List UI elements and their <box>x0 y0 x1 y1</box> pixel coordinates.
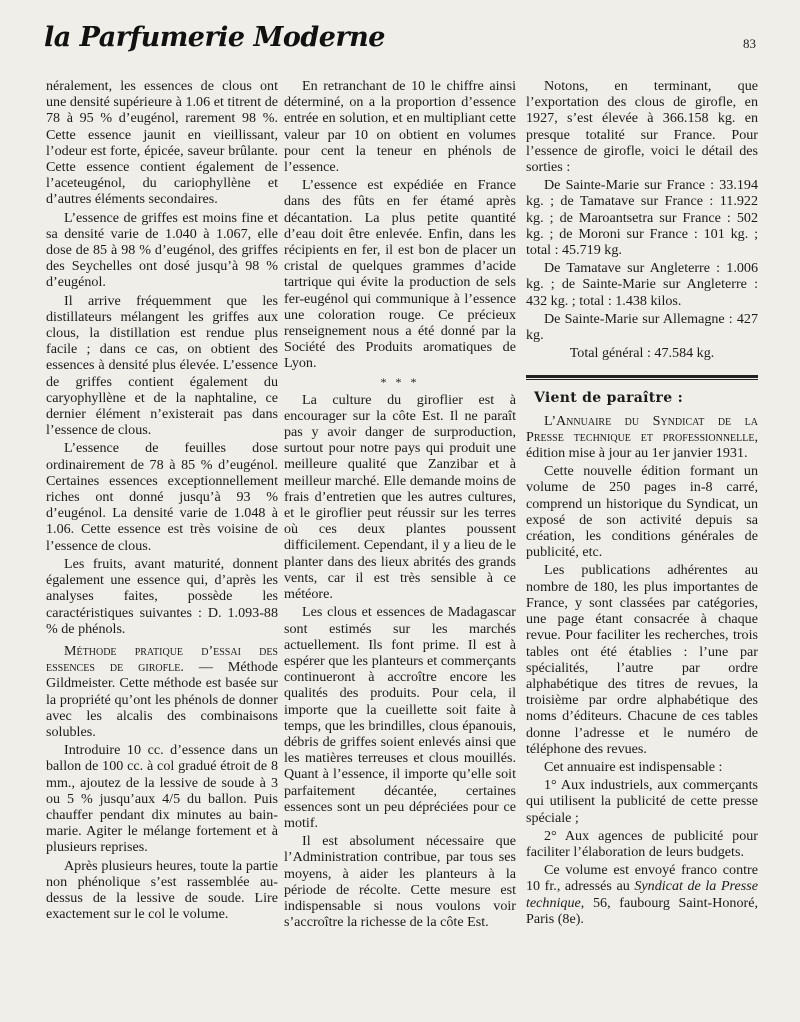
paragraph: Les fruits, avant maturité, donnent également une essence qui, d’après les analyses faites, possède les caractéristiques suivantes : D. 1.093-88 % de phénols. <box>46 555 278 637</box>
annuaire-text: édition mise à jour au 1er janvier 1931. <box>526 445 748 462</box>
divider-rule <box>526 375 758 380</box>
final-paragraph <box>526 862 758 927</box>
paragraph: Notons, en terminant, que l’exportation des clous de girofle, en 1927, s’est élevée à 366.158 kg. en presque totalité sur France. Pour l’essence de girofle, voici le détail des sorties : <box>526 78 758 176</box>
total-general: Total général : 47.584 kg. <box>569 345 715 362</box>
page-number: 83 <box>743 36 756 51</box>
paragraph: Cette nouvelle édition formant un volume de 250 pages in-8 carré, comprend un historique du Syndicat, un exposé de son activité depuis sa création, les conditions générales de publicité, etc. <box>526 463 758 561</box>
annuaire-paragraph <box>526 413 758 462</box>
paragraph: Les clous et essences de Madagascar sont estimés sur les marchés actuellement. Ils font prime. Il est à espérer que les planteurs et commerçants continueront à accroître encore les qualités des produits. Pour cela, il importe que la cueillette soit faite à temps, que les brindilles, clous épanouis, débris de griffes soient enlevés ainsi que les matières terreuses et clous mouillés. Quant à l’essence, il importe qu’elle soit parfaitement décantée, certaines essences sont un peu dépréciées pour ce motif. <box>284 604 516 831</box>
column-3 <box>526 78 758 929</box>
final-pre: Ce volume est envoyé franco contre 10 fr., adressés au <box>526 862 758 895</box>
paragraph: L’essence de griffes est moins fine et sa densité varie de 1.040 à 1.067, elle dose de 85 à 98 % d’eugénol, des griffes des Seychelles ont dosé jusqu’à 98 % d’eugénol. <box>46 209 278 291</box>
final-em: Syndicat de la Presse technique <box>526 878 758 911</box>
column-2 <box>284 78 516 932</box>
paragraph: 1° Aux industriels, aux commerçants qui utilisent la publicité de cette presse spéciale ; <box>526 777 758 826</box>
paragraph: Les publications adhérentes au nombre de 180, les plus importantes de France, y sont classées par catégories, une page étant consacrée à chaque revue. Pour faciliter les recherches, trois tables ont été établies : l’une par spécialités, l’autre par ordre alphabétique des titres de revues, la troisième par ordre alphabétique des noms d’éditeurs. Chacune de ces tables donne l’adresse et le numéro de téléphone des revues. <box>526 562 758 757</box>
methode-text: — Méthode Gildmeister. Cette méthode est basée sur la propriété qu’ont les phénols de donner avec les alcalis des combinaisons solubles. <box>46 659 278 740</box>
paragraph: De Tamatave sur Angleterre : 1.006 kg. ; de Sainte-Marie sur Angleterre : 432 kg. ; total : 1.438 kilos. <box>526 260 758 309</box>
paragraph: De Sainte-Marie sur France : 33.194 kg. ; de Tamatave sur France : 11.922 kg. ; de Maroantsetra sur France : 502 kg. ; de Moroni sur France : 101 kg. ; total : 45.719 kg. <box>526 177 758 259</box>
methode-paragraph <box>46 643 278 740</box>
paragraph: Il arrive fréquemment que les distillateurs mélangent les griffes aux clous, la distillation est rendue plus facile ; dans ce cas, on obtient des essences à densité plus élevée. L’essence de griffes contient également du caryophyllène et de la naphtaline, ce dernier élément n’existerait pas dans l’essence de clous. <box>46 292 278 439</box>
masthead: la Parfumerie Moderne <box>44 22 385 53</box>
paragraph: 2° Aux agences de publicité pour faciliter l’élaboration de leurs budgets. <box>526 827 758 860</box>
paragraph: Après plusieurs heures, toute la partie non phénolique s’est rassemblée au-dessus de la lessive de soude. Lire exactement sur le col le volume. <box>46 857 278 923</box>
paragraph: Introduire 10 cc. d’essence dans un ballon de 100 cc. à col gradué étroit de 8 mm., ajoutez de la lessive de soude à 3 ou 5 % jusqu’aux 4/5 du ballon. Puis chauffer pendant dix minutes au bain-marie. Agiter le mélange fortement et à plusieurs reprises. <box>46 742 278 856</box>
methode-heading: Méthode pratique d’essai des essences de girofle. <box>46 642 278 676</box>
paragraph: En retranchant de 10 le chiffre ainsi déterminé, on a la proportion d’essence entrée en solution, et en multipliant cette valeur par 10 on obtient en volumes pour cent la teneur en phénols de l’essence. <box>284 78 516 176</box>
vient-de-paraitre-heading: Vient de paraître : <box>534 390 684 407</box>
paragraph: Cet annuaire est indispensable : <box>544 758 723 775</box>
paragraph: néralement, les essences de clous ont une densité supérieure à 1.06 et titrent de 78 à 95 % d’eugénol, rarement 98 %. Cette essence jaunit en vieillissant, l’odeur est forte, épicée, saveur brûlante. Cette essence contient également de l’aceteugénol, du cariophyllène et d’autres éléments secondaires. <box>46 78 278 208</box>
paragraph: L’essence est expédiée en France dans des fûts en fer étamé après décantation. La plus petite quantité d’eau doit être enlevée. Enfin, dans les récipients en fer, il est bon de placer un cristal de quelques grammes d’acide tartrique qui évite la production de sels fer-eugénol qui communique à l’essence une coloration rouge. Ce précieux renseignement nous a été donné par la Société des Produits aromatiques de Lyon. <box>284 177 516 372</box>
final-post: , 56, faubourg Saint-Honoré, Paris (8e). <box>526 894 758 927</box>
column-1 <box>46 78 278 924</box>
annuaire-title: L’Annuaire du Syndicat de la Presse technique et professionnelle, <box>526 412 758 445</box>
paragraph: Il est absolument nécessaire que l’Administration contribue, par tous ses moyens, à aider les planteurs à la période de récolte. Cette mesure est indispensable si nous voulons voir s’accroître la richesse de la côte Est. <box>284 833 516 931</box>
paragraph: La culture du giroflier est à encourager sur la côte Est. Il ne paraît pas y avoir danger de surproduction, surtout pour notre pays qui produit une meilleure qualité que Zanzibar et à meilleur marché. Elle demande moins de frais d’entretien que les autres cultures, et le giroflier peut réussir sur les terres où ces deux plantes poussent difficilement. Cependant, il y a lieu de le planter dans des lieux abrités des grands vents, car il est très sensible à ce météore. <box>284 391 516 603</box>
section-separator-stars: * * * <box>380 374 420 389</box>
paragraph: L’essence de feuilles dose ordinairement de 78 à 85 % d’eugénol. Certaines essences exceptionnellement riches ont donné jusqu’à 93 % d’eugénol. La densité varie de 1.048 à 1.06. Cette essence est très voisine de l’essence de clous. <box>46 440 278 554</box>
paragraph: De Sainte-Marie sur Allemagne : 427 kg. <box>526 310 758 344</box>
